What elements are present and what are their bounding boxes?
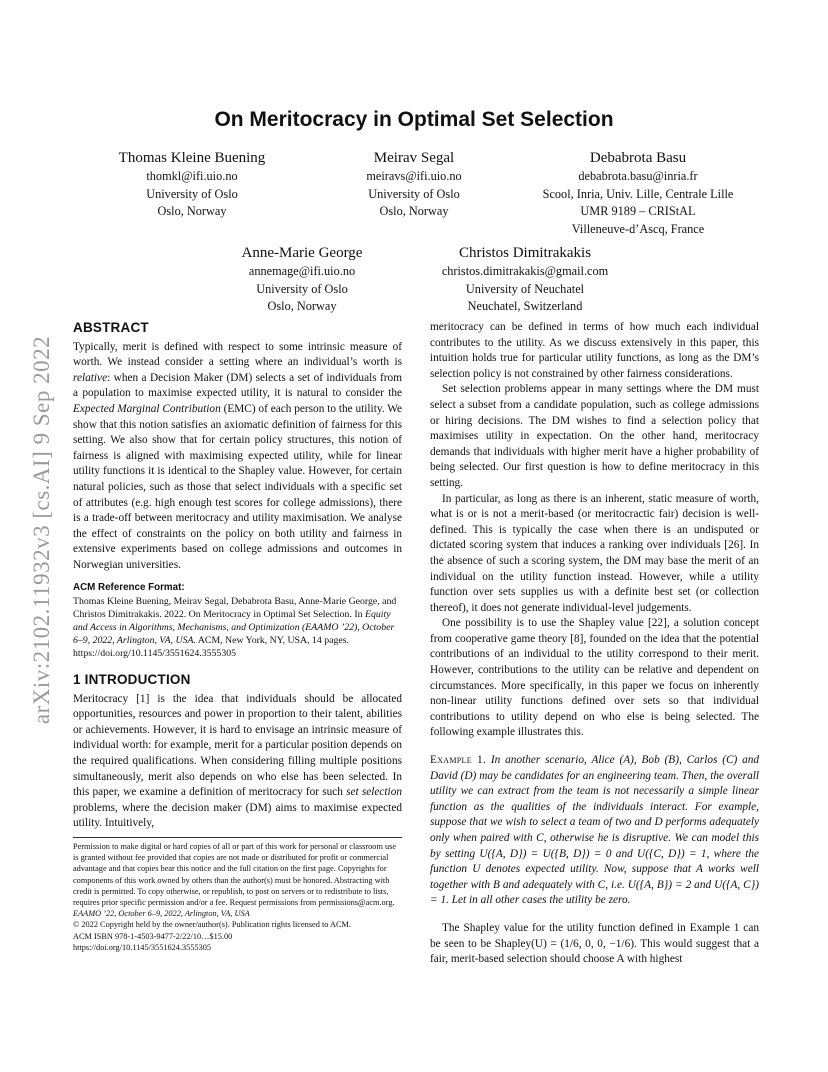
acm-reference-heading: ACM Reference Format:	[73, 581, 185, 593]
author-email: thomkl@ifi.uio.no	[146, 169, 238, 183]
permission-text: Permission to make digital or hard copies of all or part of this work for personal or classroom use is granted without fee provided that copies are not made or distributed for profit or commercial advantage and that copies bear this notice and the full citation on the first page. Copyrights for components of this work owned by others than the author(s) must be honored. Abstracting with credit is permitted. To copy otherwise, or republish, to post on servers or to redistribute to lists, requires prior specific permission and/or a fee. Request permissions from permissions@acm.org.	[73, 842, 397, 908]
author-block	[418, 243, 632, 316]
doi-link: https://doi.org/10.1145/3551624.3555305	[73, 942, 212, 952]
author-block	[222, 243, 382, 316]
author-block	[102, 148, 282, 221]
abstract-text: Typically, merit is defined with respect to some intrinsic measure of worth. We instead consider a setting where an individual’s worth is relative: when a Decision Maker (DM) selects a set of individuals from a population to maximise expected utility, it is natural to consider the Expected Marginal Contribution (EMC) of each person to the utility. We show that this notion satisfies an axiomatic definition of fairness for this setting. We also show that for certain policy structures, this notion of fairness is aligned with maximising expected utility, while for linear utility functions it is identical to the Shapley value. However, for certain natural policies, such as those that select individuals with a specific set of attributes (e.g. high enough test scores for college admissions), there is a trade-off between meritocracy and utility maximisation. We analyse the effect of constraints on the policy on both utility and fairness in extensive experiments based on college admissions and outcomes in Norwegian universities.	[73, 340, 402, 571]
body-paragraph: meritocracy can be defined in terms of how much each individual contributes to the utility. As we discuss extensively in this paper, this intuition holds true for particular utility functions, as long as the DM’s selection policy is not constrained by other fairness considerations.	[430, 321, 759, 380]
body-paragraph: In particular, as long as there is an inherent, static measure of worth, what is or is not a merit-based (or meritocractic fair) decision is well-defined. This is typically the case when there is an undisputed or dictated scoring system that induces a ranking over individuals [26]. In the absence of such a scoring system, the DM may base the merit of an individual on the utility function instead. However, while a utility function over sets supplies us with a definite best set (or collection thereof), it does not generate individual-level judgements.	[430, 492, 759, 614]
author-location: Oslo, Norway	[267, 299, 337, 313]
author-email: debabrota.basu@inria.fr	[578, 169, 698, 183]
author-location: Oslo, Norway	[379, 204, 449, 218]
introduction-heading: 1 INTRODUCTION	[73, 672, 191, 688]
author-name: Debabrota Basu	[589, 150, 687, 166]
body-paragraph: One possibility is to use the Shapley value [22], a solution concept from cooperative game theory [8], founded on the idea that the potential contributions of an individual to the utility correspond to their merit. However, contributions to the utility can be relative and dependent on circumstances. More specifically, in this paper we focus on inherently non-linear utility functions defined over sets so that individual contributions to utility depend on who else is being selected. The following example illustrates this.	[430, 617, 759, 739]
author-location: Villeneuve-d’Ascq, France	[571, 221, 705, 236]
paper-title: On Meritocracy in Optimal Set Selection	[214, 108, 614, 131]
author-name: Meirav Segal	[373, 150, 455, 166]
author-email: meiravs@ifi.uio.no	[366, 169, 462, 183]
right-column	[430, 320, 759, 968]
conference-venue: EAAMO ’22, October 6–9, 2022, Arlington, VA, USA	[73, 909, 250, 919]
author-affiliation: University of Oslo	[146, 186, 238, 201]
author-email: annemage@ifi.uio.no	[248, 264, 356, 278]
acm-reference-text: Thomas Kleine Buening, Meirav Segal, Debabrota Basu, Anne-Marie George, and Christos Dimitrakakis. 2022. On Meritocracy in Optimal Set Selection. In Equity and Access in Algorithms, Mechanisms, and Optimization (EAAMO ’22), October 6–9, 2022, Arlington, VA, USA. ACM, New York, NY, USA, 14 pages. https://doi.org/10.1145/3551624.3555305	[73, 596, 397, 660]
isbn: ACM ISBN 978-1-4503-9477-2/22/10…$15.00	[73, 931, 233, 941]
author-block	[334, 148, 494, 221]
introduction-text: Meritocracy [1] is the idea that individuals should be allocated opportunities, resources and power in proportion to their talent, abilities or achievements. However, it is hard to envisage an intrinsic measure of individual worth: for example, merit for a particular position depends on the required qualifications. When considering filling multiple positions simultaneously, merit also depends on who else has been selected. In this paper, we examine a definition of meritocracy for such set selection problems, where the decision maker (DM) aims to maximise expected utility. Intuitively,	[73, 692, 402, 830]
abstract-heading: ABSTRACT	[73, 320, 149, 335]
author-location: Neuchatel, Switzerland	[467, 299, 583, 313]
permission-footnote	[73, 837, 402, 953]
body-paragraph: Set selection problems appear in many settings where the DM must select a subset from a candidate population, such as college admissions or hiring decisions. The DM wishes to find a selection policy that maximises utility in expectation. On the other hand, meritocracy demands that individuals with higher merit have a higher probability of being selected. Our first question is how to define meritocracy in this setting.	[430, 383, 759, 489]
author-affiliation-unit: UMR 9189 – CRIStAL	[580, 204, 696, 218]
author-affiliation: Scool, Inria, Univ. Lille, Centrale Lille	[542, 186, 734, 201]
author-block	[520, 148, 756, 238]
body-paragraph: The Shapley value for the utility function defined in Example 1 can be seen to be Shapley(U) = (1/6, 0, 0, −1/6). This would suggest that a fair, merit-based selection should choose A with highest	[430, 921, 759, 966]
author-affiliation: University of Neuchatel	[465, 281, 585, 296]
example-1: Example 1. In another scenario, Alice (A), Bob (B), Carlos (C) and David (D) may be candidates for an engineering team. Then, the overall utility we can extract from the team is not necessarily a simple linear function as the qualities of the individuals interact. For example, suppose that we wish to select a team of two and D performs adequately only when paired with C, otherwise he is disruptive. We can model this by setting U({A, D}) = U({B, D}) = 0 and U({C, D}) = 1, where the function U denotes expected utility. Now, suppose that A works well together with B and adequately with C, i.e. U({A, B}) = 2 and U({A, C}) = 1. Let in all other cases the utility be zero.	[430, 754, 760, 907]
author-email: christos.dimitrakakis@gmail.com	[441, 264, 609, 278]
copyright-notice: © 2022 Copyright held by the owner/author(s). Publication rights licensed to ACM.	[73, 920, 351, 930]
author-name: Anne-Marie George	[241, 245, 363, 261]
author-name: Christos Dimitrakakis	[458, 245, 592, 261]
author-affiliation: University of Oslo	[256, 281, 348, 296]
author-affiliation: University of Oslo	[368, 186, 460, 201]
author-name: Thomas Kleine Buening	[118, 150, 266, 166]
arxiv-stamp-text: arXiv:2102.11932v3 [cs.AI] 9 Sep 2022	[29, 335, 54, 725]
arxiv-stamp	[22, 300, 62, 760]
left-column	[73, 320, 402, 832]
author-location: Oslo, Norway	[157, 204, 227, 218]
